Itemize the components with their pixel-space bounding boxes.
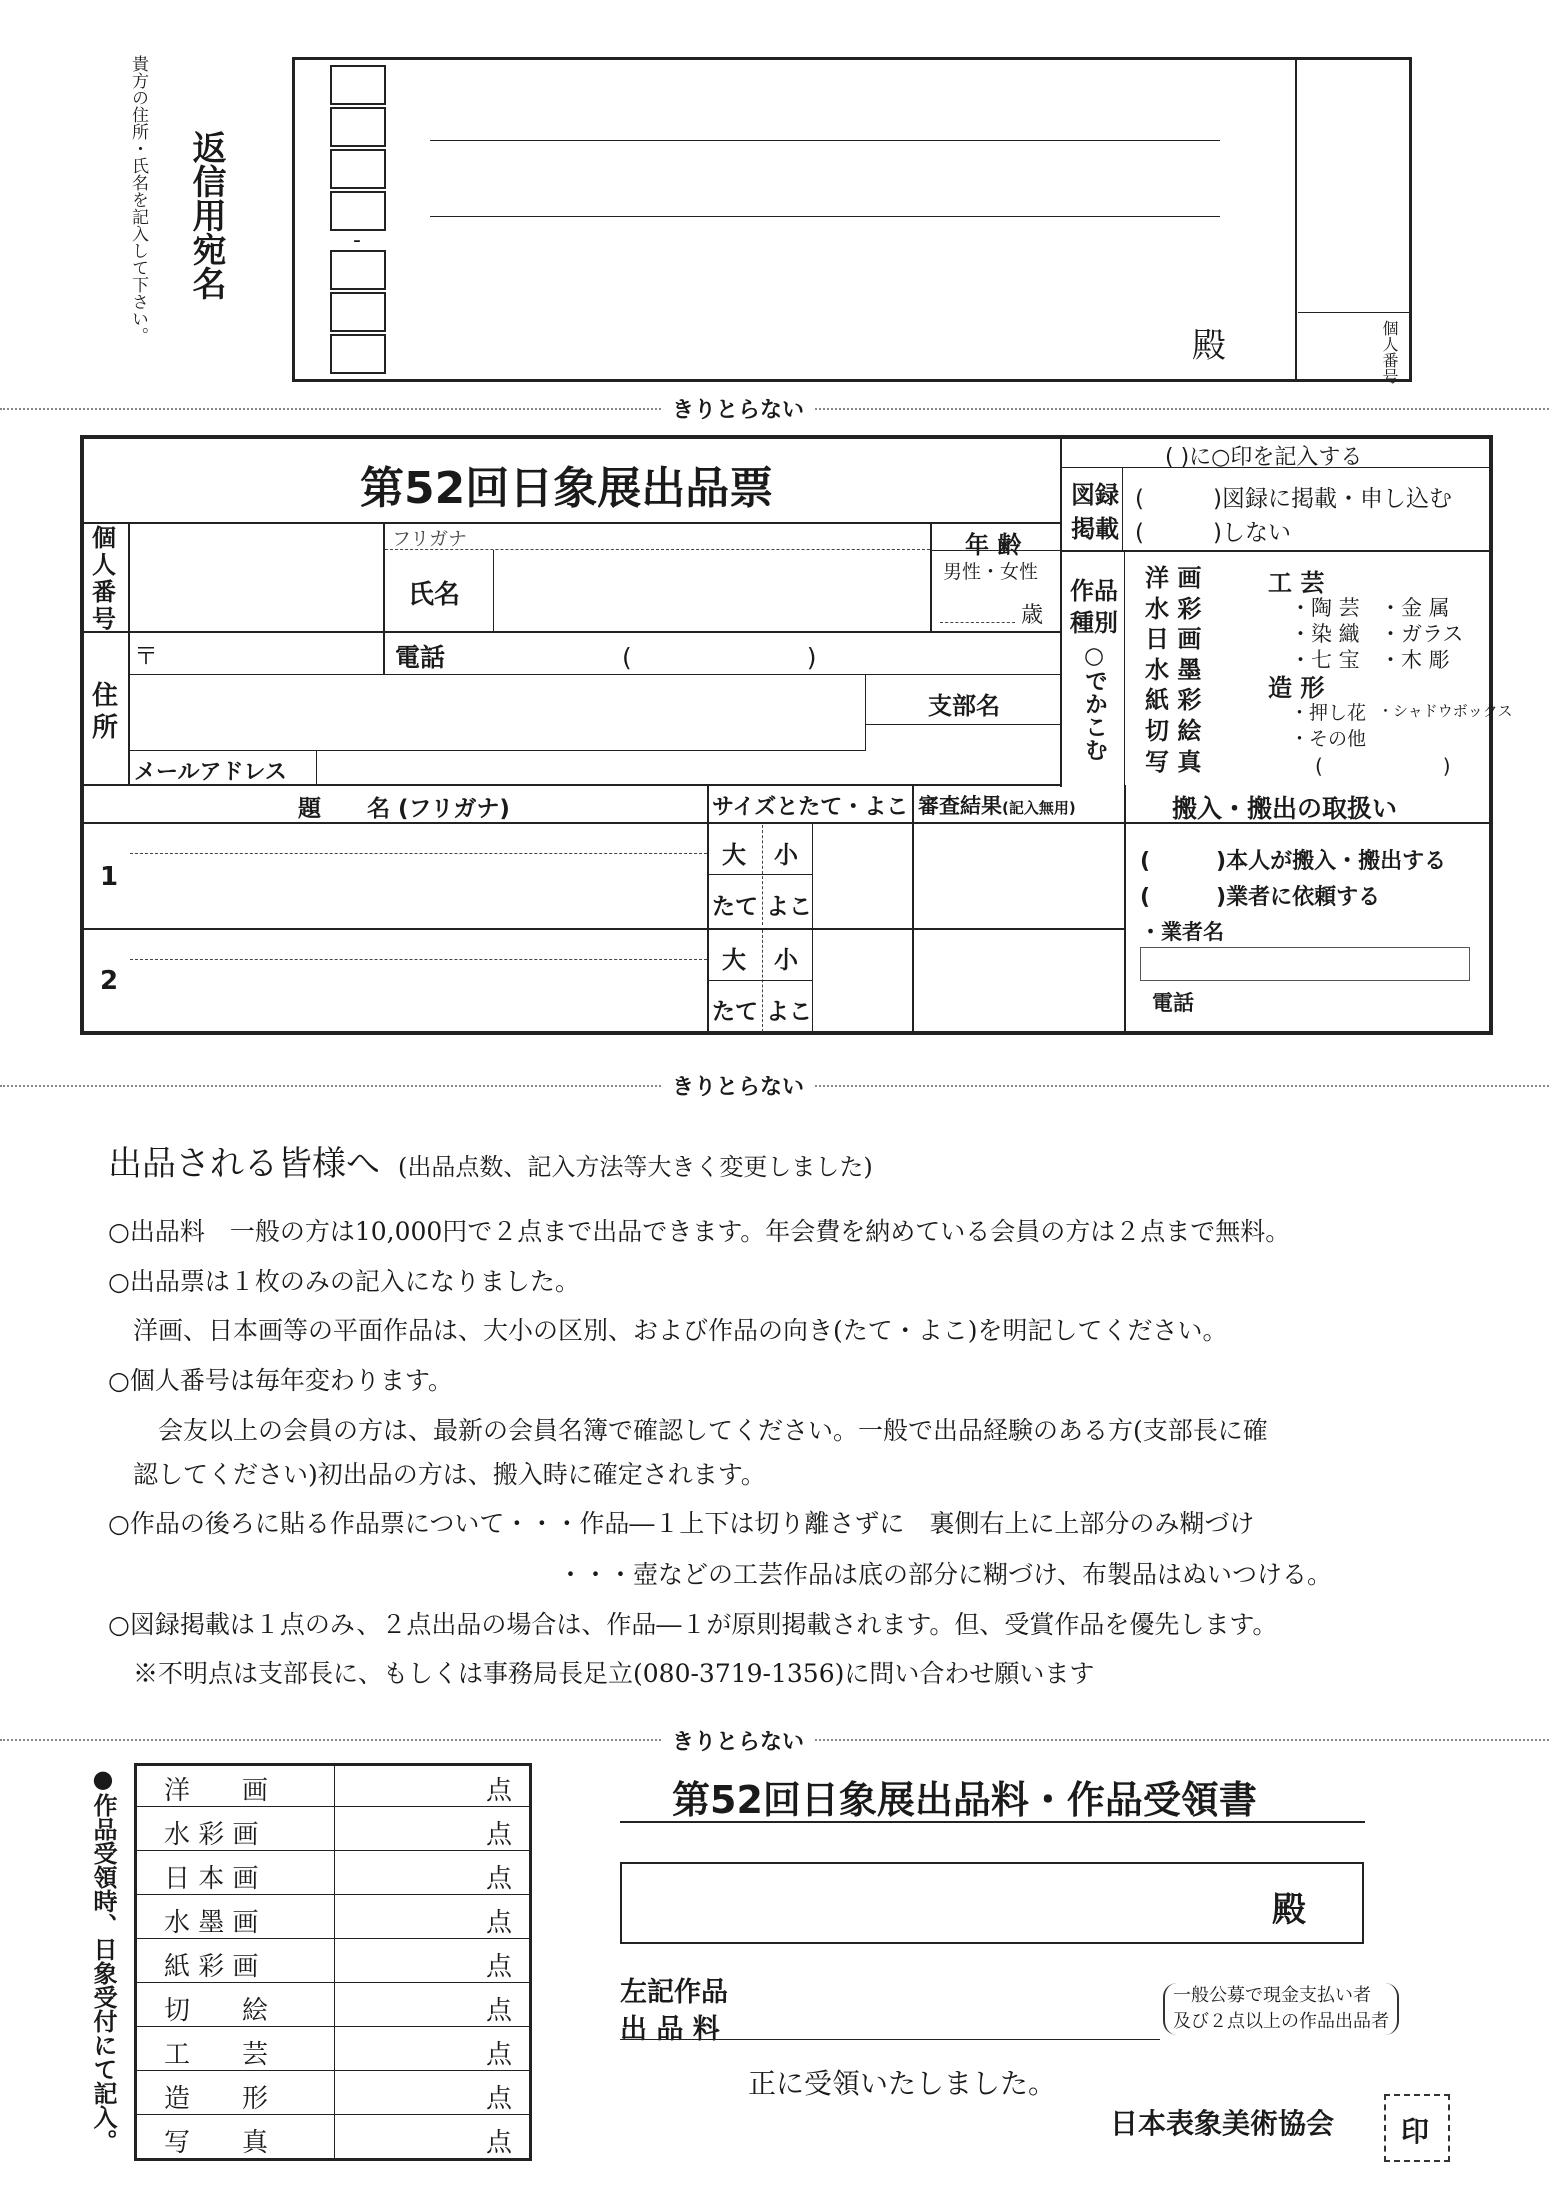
notice-line: ※不明点は支部長に、もしくは事務局長足立(080-3719-1356)に問い合わせ願います [108, 1659, 1095, 1688]
notice-line: ○図録掲載は１点のみ、２点出品の場合は、作品―１が原則掲載されます。但、受賞作品を優先します。 [108, 1610, 1278, 1639]
postal-code-box[interactable] [330, 107, 386, 147]
personal-number-label: 個人番号 [1380, 320, 1399, 384]
age-label: 年 齢 [965, 531, 1022, 559]
received-text: 正に受領いたしました。 [748, 2067, 1057, 2100]
orientation-yoko[interactable]: よこ [766, 999, 812, 1025]
address-line[interactable] [430, 140, 1220, 141]
email-label: メールアドレス [134, 760, 287, 785]
row-number: 2 [100, 966, 119, 996]
kogei-item[interactable]: ・ガラス [1380, 622, 1464, 646]
kind-item[interactable]: 切 絵 [1145, 716, 1202, 745]
catalog-option-yes[interactable]: ( )図録に掲載・申し込む [1135, 486, 1452, 512]
vendor-phone-label: 電話 [1152, 991, 1194, 1015]
postal-code-box[interactable] [330, 250, 386, 290]
tally-row: 水 墨 画 点 [164, 1908, 513, 1938]
reply-address-box [292, 57, 1412, 382]
notice-line: 認してください)初出品の方は、搬入時に確定されます。 [108, 1460, 766, 1489]
size-big[interactable]: 大 [722, 841, 746, 869]
personal-number-cell-label: 個人番号 [92, 524, 116, 633]
zokei-item[interactable]: ・シャドウボックス [1378, 702, 1513, 720]
kind-item[interactable]: 紙 彩 [1145, 686, 1202, 715]
receipt-title: 第52回日象展出品料・作品受領書 [672, 1778, 1257, 1822]
other-parens[interactable]: ( ) [1315, 754, 1451, 778]
phone-parens[interactable]: ( ) [622, 643, 817, 672]
cut-label: きりとらない [662, 1725, 814, 1756]
catalog-header: ( )に○印を記入する [1165, 445, 1363, 470]
address-label: 住所 [92, 681, 119, 743]
vendor-name-label: ・業者名 [1140, 920, 1224, 944]
tally-row: 水 彩 画 点 [164, 1820, 513, 1850]
kind-item[interactable]: 水 墨 [1145, 655, 1202, 684]
organization-name: 日本表象美術協会 [1110, 2107, 1335, 2140]
kind-item[interactable]: 洋 画 [1145, 564, 1202, 592]
size-column-header: サイズとたて・よこ [712, 795, 909, 820]
kogei-item[interactable]: ・金 属 [1380, 596, 1450, 620]
kind-item[interactable]: 水 彩 [1145, 594, 1202, 623]
tally-row: 造 形 点 [164, 2084, 513, 2114]
zokei-item[interactable]: ・押し花 [1290, 702, 1367, 724]
notice-line: 会友以上の会員の方は、最新の会員名簿で確認してください。一般で出品経験のある方(支部長に確 [108, 1416, 1268, 1445]
kogei-item[interactable]: ・木 彫 [1380, 648, 1450, 672]
kind-item[interactable]: 日 画 [1145, 625, 1202, 654]
fee-note: 一般公募で現金支払い者 及び２点以上の作品出品者 [1163, 1983, 1399, 2035]
notice-line: ・・・壺などの工芸作品は底の部分に糊づけ、布製品はぬいつける。 [108, 1560, 1333, 1589]
kogei-item[interactable]: ・陶 芸 [1290, 596, 1360, 620]
row-number: 1 [100, 862, 119, 892]
cut-label: きりとらない [662, 393, 814, 424]
tally-row: 切 絵 点 [164, 1996, 513, 2026]
notice-line: ○個人番号は毎年変わります。 [108, 1366, 453, 1395]
branch-label: 支部名 [928, 692, 1000, 720]
notice-heading: 出品される皆様へ (出品点数、記入方法等大きく変更しました) [108, 1144, 873, 1184]
postal-code-box[interactable] [330, 191, 386, 231]
size-small[interactable]: 小 [774, 841, 798, 869]
age-unit: 歳 [1021, 603, 1044, 628]
cut-label: きりとらない [662, 1070, 814, 1101]
title-column-header: 題 名 (フリガナ) [298, 796, 510, 822]
catalog-option-no[interactable]: ( )しない [1135, 520, 1291, 546]
orientation-yoko[interactable]: よこ [766, 894, 812, 920]
catalog-label: 図録掲載 [1071, 481, 1119, 543]
furigana-label: フリガナ [392, 528, 468, 550]
orientation-tate[interactable]: たて [712, 894, 758, 920]
gender-label[interactable]: 男性・女性 [943, 561, 1039, 583]
notice-line: ○出品料 一般の方は10,000円で２点まで出品できます。年会費を納めている会員の方は２点まで無料。 [108, 1217, 1291, 1246]
recipient-name-box[interactable] [620, 1862, 1364, 1944]
size-small[interactable]: 小 [774, 946, 798, 974]
name-label: 氏名 [408, 580, 461, 610]
fee-label: 出 品 料 [620, 2014, 720, 2045]
kind-label: 作品種別 [1070, 577, 1118, 637]
reply-instruction: 貴方の住所・氏名を記入して下さい。 [128, 55, 148, 344]
notice-line: 洋画、日本画等の平面作品は、大小の区別、および作品の向き(たて・よこ)を明記してください。 [108, 1316, 1228, 1345]
notice-line: ○作品の後ろに貼る作品票について・・・作品―１上下は切り離さずに 裏側右上に上部分のみ糊づけ [108, 1509, 1255, 1538]
postal-code-box[interactable] [330, 334, 386, 374]
works-label: 左記作品 [620, 1977, 728, 2008]
postal-code-box[interactable] [330, 65, 386, 105]
notice-line: ○出品票は１枚のみの記入になりました。 [108, 1267, 580, 1296]
tally-row: 紙 彩 画 点 [164, 1952, 513, 1982]
tally-row: 工 芸 点 [164, 2040, 513, 2070]
kind-item[interactable]: 写 真 [1145, 747, 1202, 776]
postal-dash: - [353, 228, 361, 253]
size-big[interactable]: 大 [722, 946, 746, 974]
kogei-item[interactable]: ・七 宝 [1290, 648, 1360, 672]
receipt-side-note: ●作品受領時、日象受付にて記入。 [89, 1765, 117, 2153]
tally-row: 写 真 点 [164, 2128, 513, 2158]
kogei-label[interactable]: 工 芸 [1268, 569, 1325, 597]
form-title: 第52回日象展出品票 [360, 463, 774, 514]
postal-mark: 〒 [134, 642, 158, 670]
zokei-item[interactable]: ・その他 [1290, 728, 1367, 750]
postal-code-box[interactable] [330, 292, 386, 332]
tally-row: 洋 画 点 [164, 1776, 513, 1806]
address-line[interactable] [430, 216, 1220, 217]
result-column-header: 審査結果(記入無用) [918, 794, 1076, 818]
vendor-name-input[interactable] [1140, 947, 1470, 981]
postal-code-box[interactable] [330, 149, 386, 189]
zokei-label[interactable]: 造 形 [1268, 674, 1325, 702]
reply-dono: 殿 [1192, 326, 1226, 366]
receipt-dono: 殿 [1272, 1890, 1306, 1930]
carry-option-vendor[interactable]: ( )業者に依頼する [1140, 885, 1381, 910]
tally-row: 日 本 画 点 [164, 1864, 513, 1894]
seal-label: 印 [1401, 2115, 1430, 2148]
orientation-tate[interactable]: たて [712, 999, 758, 1025]
kinds-left-list [1145, 563, 1201, 777]
phone-label: 電話 [395, 643, 446, 672]
carry-option-self[interactable]: ( )本人が搬入・搬出する [1140, 849, 1447, 874]
kind-note: ○でかこむ [1081, 643, 1107, 761]
reply-title: 返信用宛名 [186, 130, 226, 300]
carry-column-header: 搬入・搬出の取扱い [1172, 794, 1398, 823]
kogei-item[interactable]: ・染 織 [1290, 622, 1360, 646]
